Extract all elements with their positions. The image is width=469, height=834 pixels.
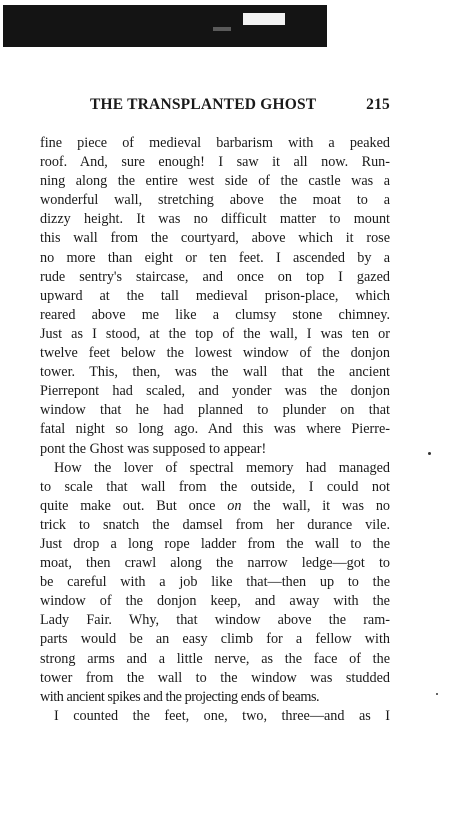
emphasis-word: on [227, 497, 242, 514]
text-line: parts would be an easy climb for a fellow with [40, 631, 390, 648]
text-line: window of the donjon keep, and away with the [40, 593, 390, 610]
text-line: no more than eight or ten feet. I ascended by a [40, 249, 390, 266]
text-line: roof. And, sure enough! I saw it all now. Run- [40, 154, 390, 171]
text-line: reared above me like a clumsy stone chimney. [40, 306, 390, 323]
page-number: 215 [366, 96, 390, 113]
text-line: fatal night so long ago. And this was where Pierre- [40, 421, 390, 438]
text-line: window that he had planned to plunder on that [40, 402, 390, 419]
text-line: with ancient spikes and the projecting ends of beams. [40, 688, 320, 705]
text-line: tower from the wall to the window was studded [40, 669, 390, 686]
text-line: Just drop a long rope ladder from the wall to the [40, 535, 390, 552]
paragraph-3 [40, 707, 390, 726]
text-line: trick to snatch the damsel from her durance vile. [40, 516, 390, 533]
text-line: upward at the tall medieval prison-place, which [40, 287, 390, 304]
scan-artifact-bar [3, 5, 327, 47]
text-line: fine piece of medieval barbarism with a peaked [40, 135, 390, 151]
text-line: ning along the entire west side of the castle was a [40, 173, 390, 190]
line-lead: quite make out. But once [40, 497, 216, 514]
text-line: I counted the feet, one, two, three—and as I [54, 707, 390, 724]
text-line: Lady Fair. Why, that window above the ram- [40, 612, 390, 629]
text-line-with-emphasis [40, 497, 390, 516]
text-line: strong arms and a little nerve, as the face of the [40, 650, 390, 667]
scan-speck [428, 452, 431, 455]
text-line: this wall from the courtyard, above which it rose [40, 230, 390, 247]
paragraph-2 [40, 459, 390, 707]
text-line: to scale that wall from the outside, I could not [40, 478, 390, 495]
text-line: How the lover of spectral memory had managed [54, 459, 390, 476]
body-text [40, 134, 390, 726]
text-line: tower. This, then, was the wall that the ancient [40, 364, 390, 381]
running-title: THE TRANSPLANTED GHOST [90, 96, 317, 113]
running-head [40, 96, 390, 116]
text-line: Just as I stood, at the top of the wall, I was ten or [40, 325, 390, 342]
paragraph-1 [40, 134, 390, 459]
text-line: Pierrepont had scaled, and yonder was the donjon [40, 383, 390, 400]
text-line: dizzy height. It was no difficult matter to mount [40, 211, 390, 228]
scan-artifact-mark [213, 27, 231, 31]
text-line: moat, then crawl along the narrow ledge—got to [40, 555, 390, 572]
line-tail: the wall, it was no [253, 497, 391, 514]
text-line: twelve feet below the lowest window of the donjon [40, 345, 390, 362]
text-line: be careful with a job like that—then up to the [40, 574, 390, 591]
scan-artifact-notch [243, 13, 285, 25]
text-line: rude sentry's staircase, and once on top I gazed [40, 268, 390, 285]
scan-speck [436, 693, 438, 695]
text-line: wonderful wall, stretching above the moat to a [40, 192, 390, 209]
text-line: pont the Ghost was supposed to appear! [40, 440, 267, 457]
